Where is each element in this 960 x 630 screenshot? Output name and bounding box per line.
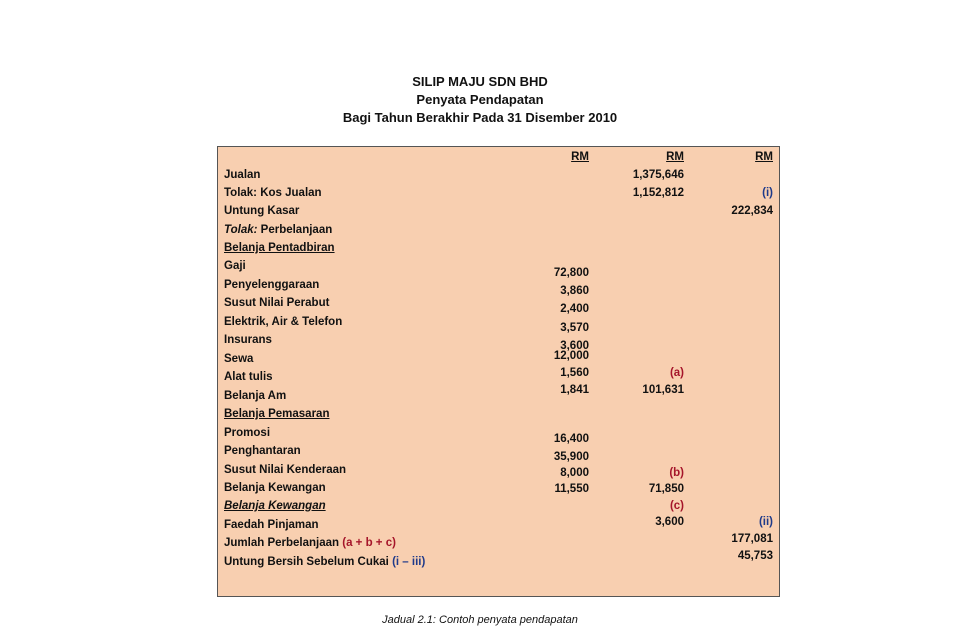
statement-header	[0, 73, 960, 127]
column-header-2: RM	[666, 151, 684, 163]
row-label-elektrik: Elektrik, Air & Telefon	[224, 316, 343, 328]
value-elektrik: 3,570	[560, 322, 589, 334]
value-susut-kenderaan: 8,000	[560, 467, 589, 479]
value-kos-jualan: 1,152,812	[632, 187, 684, 199]
value-insurans: 3,600	[560, 340, 589, 352]
statement-period: Bagi Tahun Berakhir Pada 31 Disember 2010	[342, 110, 618, 125]
value-penghantaran: 35,900	[553, 451, 589, 463]
row-label-tolak-perbelanjaan	[224, 224, 332, 236]
value-susut-perabut: 2,400	[560, 303, 589, 315]
row-label-susut-perabut: Susut Nilai Perabut	[224, 297, 330, 309]
marker-a: (a)	[669, 367, 684, 379]
marker-b: (b)	[669, 467, 684, 479]
company-name: SILIP MAJU SDN BHD	[412, 74, 548, 89]
row-label-belanja-kewangan: Belanja Kewangan	[224, 482, 326, 494]
row-label-faedah-pinjaman: Faedah Pinjaman	[224, 519, 319, 531]
section-belanja-pemasaran: Belanja Pemasaran	[224, 408, 330, 420]
untung-bersih-text: Untung Bersih Sebelum Cukai	[224, 556, 389, 568]
value-untung-bersih: 45,753	[737, 550, 773, 562]
row-label-penyelenggaraan: Penyelenggaraan	[224, 279, 320, 291]
income-statement-table	[217, 146, 780, 597]
row-label-jumlah-perbelanjaan	[224, 537, 396, 549]
value-alat-tulis: 1,560	[560, 367, 589, 379]
untung-bersih-formula: (i – iii)	[392, 556, 426, 568]
marker-c: (c)	[669, 500, 684, 512]
value-untung-kasar: 222,834	[731, 205, 773, 217]
value-gaji: 72,800	[553, 267, 589, 279]
value-belanja-kewangan: 11,550	[554, 483, 589, 495]
section-belanja-pentadbiran: Belanja Pentadbiran	[224, 242, 335, 254]
row-label-alat-tulis: Alat tulis	[224, 371, 273, 383]
value-jualan: 1,375,646	[632, 169, 684, 181]
row-label-belanja-am: Belanja Am	[224, 390, 287, 402]
jumlah-formula: (a + b + c)	[342, 537, 396, 549]
value-promosi: 16,400	[553, 433, 589, 445]
row-label-sewa: Sewa	[224, 353, 254, 365]
table-caption: Jadual 2.1: Contoh penyata pendapatan	[382, 614, 578, 626]
marker-i: (i)	[762, 187, 773, 199]
row-label-gaji: Gaji	[224, 260, 246, 272]
value-subtotal-pemasaran: 71,850	[648, 483, 684, 495]
row-label-penghantaran: Penghantaran	[224, 445, 301, 457]
row-label-jualan: Jualan	[224, 169, 261, 181]
statement-title: Penyata Pendapatan	[416, 92, 544, 107]
value-subtotal-pentadbiran: 101,631	[642, 384, 684, 396]
tolak-italic: Tolak:	[224, 224, 258, 236]
marker-ii: (ii)	[758, 516, 773, 528]
row-label-susut-kenderaan: Susut Nilai Kenderaan	[224, 464, 347, 476]
row-label-untung-kasar: Untung Kasar	[224, 205, 300, 217]
column-header-1: RM	[571, 151, 589, 163]
section-belanja-kewangan: Belanja Kewangan	[224, 500, 326, 512]
jumlah-text: Jumlah Perbelanjaan	[224, 537, 340, 549]
row-label-untung-bersih	[224, 556, 425, 568]
row-label-insurans: Insurans	[224, 334, 272, 346]
perbelanjaan-text: Perbelanjaan	[257, 224, 333, 236]
value-jumlah-perbelanjaan: 177,081	[731, 533, 773, 545]
row-label-promosi: Promosi	[224, 427, 271, 439]
column-header-3: RM	[755, 151, 773, 163]
value-penyelenggaraan: 3,860	[560, 285, 589, 297]
value-sewa: 12,000	[553, 350, 589, 362]
value-faedah-pinjaman: 3,600	[655, 516, 684, 528]
row-label-kos-jualan: Tolak: Kos Jualan	[224, 187, 322, 199]
value-belanja-am: 1,841	[560, 384, 589, 396]
